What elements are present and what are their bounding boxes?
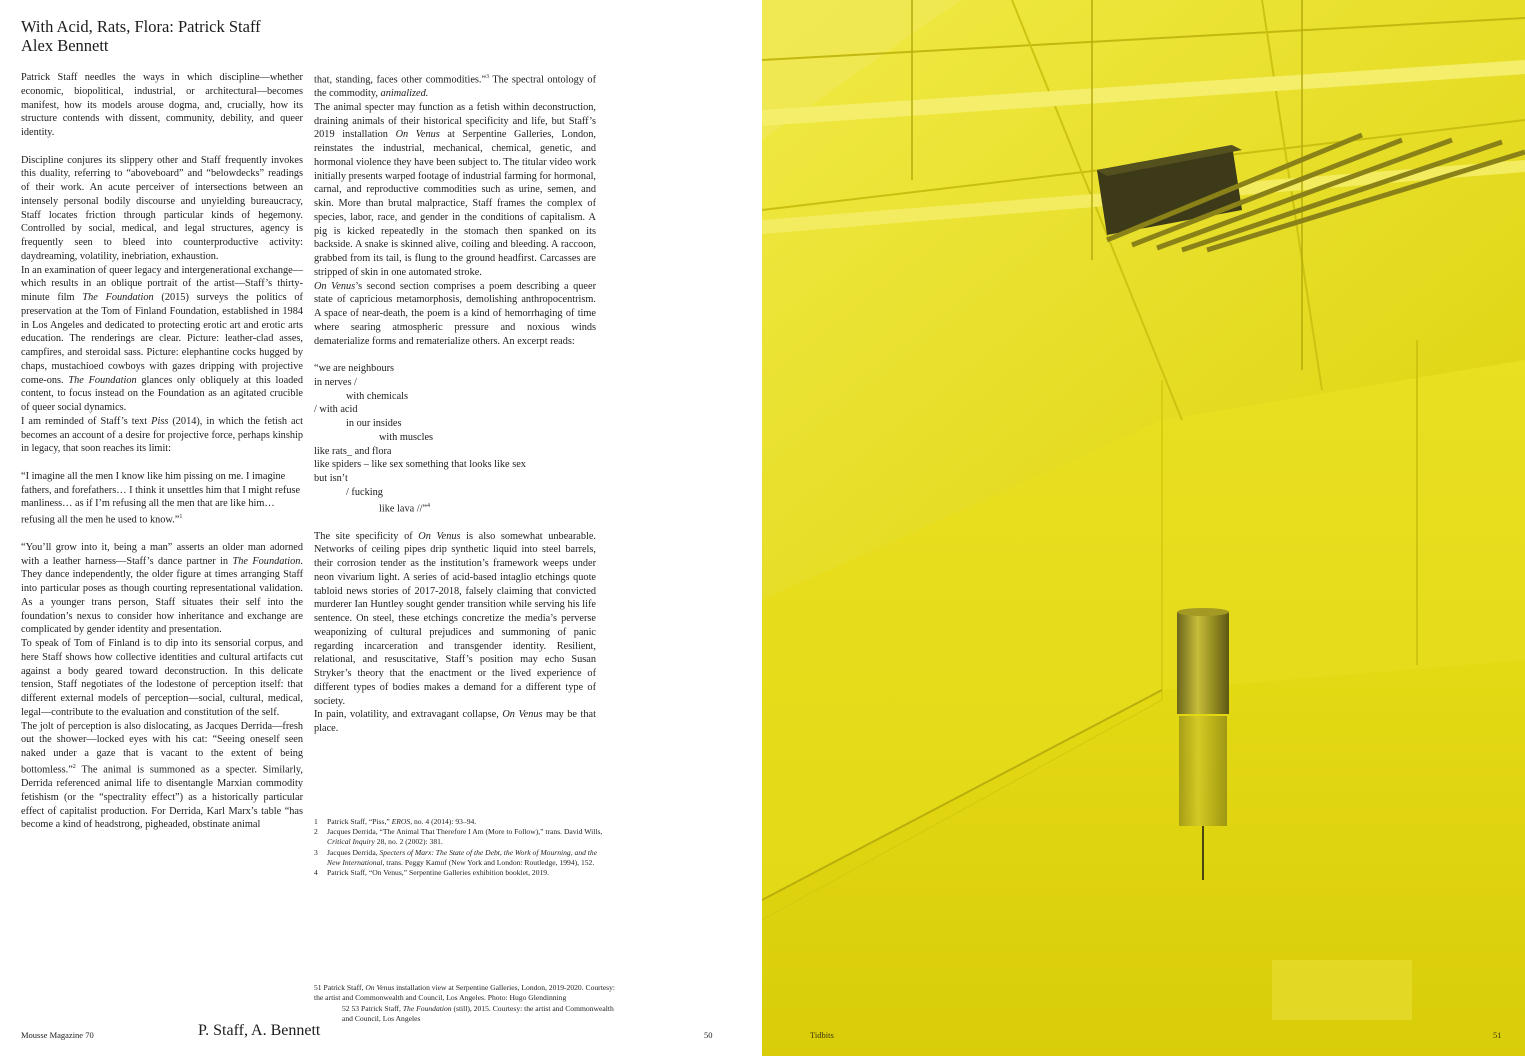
poem-line: with muscles	[379, 431, 434, 443]
film-title: The Foundation	[82, 292, 154, 303]
poem-line: in our insides	[346, 418, 402, 430]
caption: 52 53 Patrick Staff, The Foundation (still), 2015. Courtesy: the artist and Commonwealth and Council, Los Angeles	[342, 1003, 614, 1024]
footnote-ref: 2	[72, 763, 76, 770]
work-title: On Venus	[418, 530, 461, 542]
film-title: The Foundation	[68, 374, 137, 386]
text-column-2	[314, 71, 596, 736]
section-label: Tidbits	[810, 1030, 834, 1040]
image-captions	[314, 983, 619, 1025]
footnotes	[314, 817, 609, 878]
footnote-text: Patrick Staff, “Piss,” EROS, no. 4 (2014): 93–94.	[327, 817, 477, 826]
footnote-text: Jacques Derrida, “The Animal That Therefore I Am (More to Follow),” trans. David Wills, Critical Inquiry 28, no. 2 (2002): 381.	[327, 827, 603, 847]
installation-photo	[762, 0, 1525, 1056]
author-line: Alex Bennett	[21, 36, 109, 55]
poem-line: “we are neighbours	[314, 363, 395, 375]
paragraph: To speak of Tom of Finland is to dip into its sensorial corpus, and here Staff shows how collective identities and cultural artifacts cut against a body geared toward deconstruction. In this delicate tension, Staff negotiates of the lodestone of perception itself: that different external models of perception—social, cultural, medical, legal—contribute to the evaluation and constitution of the self.	[21, 638, 303, 718]
poem-line: / with acid	[314, 404, 358, 416]
magazine-name: Mousse Magazine 70	[21, 1030, 94, 1040]
caption: 51 Patrick Staff, On Venus installation view at Serpentine Galleries, London, 2019-2020. Courtesy: the artist and Commonwealth and Council, Los Angeles. Photo: Hugo Glendinning	[314, 983, 616, 1003]
poem-line: like rats_ and flora	[314, 445, 392, 457]
running-byline: P. Staff, A. Bennett	[198, 1022, 321, 1039]
paragraph: “You’ll grow into it, being a man” asserts an older man adorned with a leather harness—Staff’s dance partner in The Foundation. They dance independently, the older figure at times arranging Staff into particular poses as though courting representational validation. As a younger trans person, Staff situates their self into the foundation’s nexus to consider how inheritance and exchange are complicated by gender identity and presentation.	[21, 541, 303, 636]
paragraph: In an examination of queer legacy and intergenerational exchange—which results in an oblique portrait of the artist—Staff’s thirty-minute film The Foundation (2015) surveys the politics of preservation at the Tom of Finland Foundation, established in 1984 in Los Angeles and dedicated to protecting erotic art and erotic arts education. The renderings are clear. Picture: leather-clad asses, campfires, and steroidal sass. Picture: elephantine cocks hugged by chaps, mustachioed cowboys with gazes dripping with projective come-ons. The Foundation glances only obliquely at this loaded content, to focus instead on the Foundation as an agitated crucible of queer social dynamics.	[21, 264, 304, 413]
poem-line: like spiders – like sex something that looks like sex	[314, 459, 526, 471]
footnote-text: Patrick Staff, “On Venus,” Serpentine Galleries exhibition booklet, 2019.	[327, 868, 550, 878]
text-title: Piss	[151, 415, 169, 427]
paragraph: In pain, volatility, and extravagant collapse, On Venus may be that place.	[314, 709, 596, 735]
footnote-ref: 3	[486, 74, 490, 80]
work-title: On Venus	[314, 280, 356, 292]
poem-line: but isn’t	[314, 473, 348, 485]
paragraph: Discipline conjures its slippery other and Staff frequently invokes this duality, referring to “aboveboard” and “belowdecks” readings of their work. An acute perceiver of intersections between an intensely personal bodily discourse and unyielding bureaucracy, Staff locates friction through particular kinds of hegemony. Controlled by social, medical, and legal structures, agency is frequently seen to bleed into counterproductive activity: daydreaming, volatility, inebriation, exhaustion.	[21, 154, 303, 262]
paragraph: On Venus’s second section comprises a poem describing a queer state of capricious metamorphosis, demolishing anthropocentrism. A space of near-death, the poem is a kind of hemorrhaging of time where searing atmospheric pressure and noxious winds dematerialize forms and rematerialize others. An excerpt reads:	[314, 280, 597, 347]
footnote	[314, 827, 609, 847]
footnote	[314, 817, 609, 827]
left-page	[0, 0, 762, 1056]
paragraph: Patrick Staff needles the ways in which discipline—whether economic, biopolitical, industrial, or architectural—becomes manifest, how its models arouse dogma, and, crucially, how its structure contends with dissent, community, debility, and queer identity.	[21, 72, 303, 138]
poem-excerpt	[314, 362, 596, 516]
footnote	[314, 868, 609, 878]
steel-barrel	[1177, 612, 1229, 714]
footnote	[314, 848, 609, 868]
page-number-right: 51	[1493, 1030, 1502, 1040]
emphasis: animalized.	[380, 88, 429, 100]
work-title: On Venus	[502, 709, 543, 721]
footnote-ref: 4	[427, 502, 431, 509]
paragraph: I am reminded of Staff’s text Piss (2014), in which the fetish act becomes an account of a desire for projective force, perhaps kinship in legacy, that soon reaches its limit:	[21, 415, 303, 455]
footnote-text: Jacques Derrida, Specters of Marx: The State of the Debt, the Work of Mourning, and the New International, trans. Peggy Kamuf (New York and London: Routledge, 1994), 152.	[327, 847, 598, 867]
article-title	[21, 17, 261, 55]
footnote-number: 1	[314, 817, 318, 826]
work-title: On Venus	[395, 129, 440, 141]
gallery-room-image	[762, 0, 1525, 1056]
footnote-number: 4	[314, 868, 318, 878]
text-column-1	[21, 71, 303, 832]
footnote-number: 3	[314, 847, 318, 857]
footnote-ref: 1	[179, 514, 183, 520]
poem-line: in nerves /	[314, 376, 357, 388]
paragraph: The site specificity of On Venus is also somewhat unbearable. Networks of ceiling pipes drip synthetic liquid into steel barrels, their corrosion tender as the institution’s framework weeps under neon vivarium light. A series of acid-based intaglio etchings quote tabloid news stories of 2017-2018, falsely claiming that convicted murderer Ian Huntley sought gender transition while serving his life sentence. On steel, these etchings concretize the media’s perverse weaponizing of cultural prejudices and summoning of panic regarding incarceration and transgender identity. Resilient, relational, and resuscitative, Staff’s position may echo Susan Stryker’s theory that the enactment or the lived experience of different types of bodies makes a demand for a different type of society.	[314, 530, 597, 707]
block-quote: “I imagine all the men I know like him pissing on me. I imagine fathers, and forefathers… I think it unsettles him that I might refuse manliness… as if I’m refusing all the men that are like him… refusing all the men he used to know.”$^1$	[21, 470, 301, 526]
paragraph: The jolt of perception is also dislocating, as Jacques Derrida—fresh out the shower—locked eyes with his cat: “Seeing oneself seen naked under a gaze that is vacant to the extent of being bottomless.”$^2$ The animal is summoned as a specter. Similarly, Derrida referenced animal life to disentangle Marxian commodity fetishism (or the “spectrality effect”) as a historically particular effect of capitalist production. For Derrida, Karl Marx’s table “has become a kind of headstrong, pigheaded, obstinate animal	[21, 720, 303, 831]
paragraph: that, standing, faces other commodities.”$^3$ The spectral ontology of the commodity, animalized.	[314, 74, 596, 100]
poem-line: with chemicals	[346, 390, 409, 402]
page-number-left: 50	[704, 1030, 713, 1040]
footnote-number: 2	[314, 827, 318, 837]
paragraph: The animal specter may function as a fetish within deconstruction, draining animals of their historical specificity and life, but Staff’s 2019 installation On Venus at Serpentine Galleries, London, reinstates the industrial, mechanical, chemical, genetic, and hormonal violence they have been subject to. The titular video work initially presents warped footage of industrial farming for hormonal, carnal, and reproductive commodities such as urine, semen, and skin. More than brutal malpractice, Staff frames the complex of species, labor, race, and gender in the conditions of capitalism. A pig is kicked repeatedly in the stomach then spanked on its backside. A snake is skinned alive, coiling and bleeding. A raccoon, grabbed from its tail, is flung to the ground headfirst. Carcasses are stripped of skin in one automated stroke.	[314, 101, 597, 278]
title-line: With Acid, Rats, Flora: Patrick Staff	[21, 17, 261, 36]
film-title: The Foundation	[232, 555, 301, 567]
poem-line: like lava //”$^4$	[379, 502, 431, 515]
poem-line: / fucking	[346, 486, 383, 498]
